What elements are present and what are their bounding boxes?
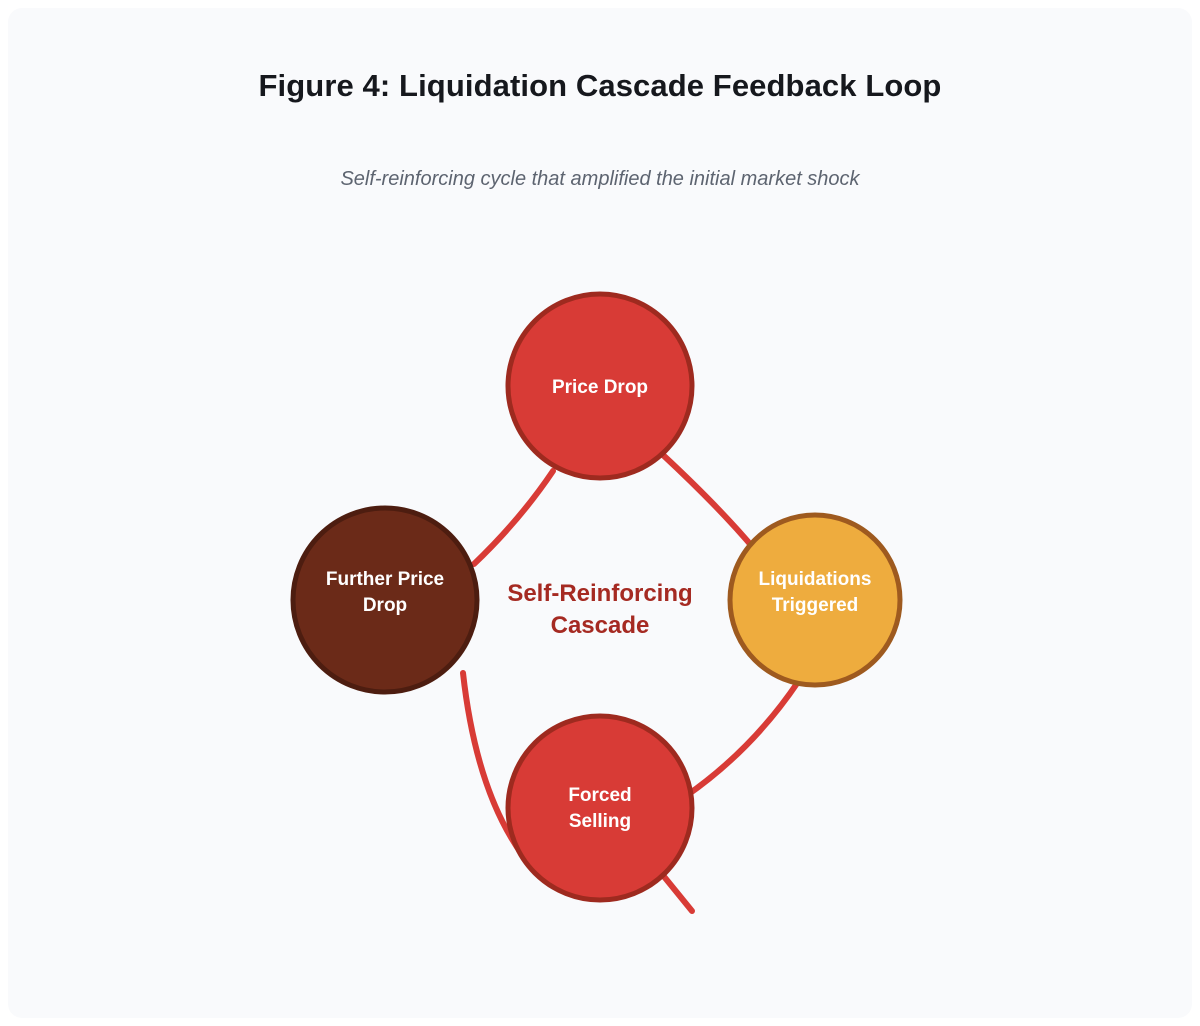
node-label-forced-selling: Forced Selling [568, 785, 632, 832]
edge-further-price-drop-to-price-drop [474, 471, 553, 564]
edge-liquidations-to-forced-selling [686, 682, 798, 796]
figure-subtitle: Self-reinforcing cycle that amplified the initial market shock [340, 168, 860, 190]
node-label-liquidations-triggered: Liquidations Triggered [758, 569, 872, 616]
cycle-diagram [8, 8, 1192, 1018]
edge-price-drop-to-liquidations [663, 455, 756, 551]
node-liquidations-triggered[interactable] [730, 515, 900, 685]
node-further-price-drop[interactable] [293, 508, 477, 692]
node-label-further-price-drop: Further Price Drop [325, 569, 445, 616]
center-cascade-label: Self-Reinforcing Cascade [507, 580, 693, 639]
node-forced-selling[interactable] [508, 716, 692, 900]
diagram-canvas [8, 8, 1192, 1018]
page-title: Figure 4: Liquidation Cascade Feedback Loop [258, 68, 942, 103]
figure-card [8, 8, 1192, 1018]
node-label-price-drop: Price Drop [551, 377, 649, 398]
node-price-drop[interactable] [508, 294, 692, 478]
